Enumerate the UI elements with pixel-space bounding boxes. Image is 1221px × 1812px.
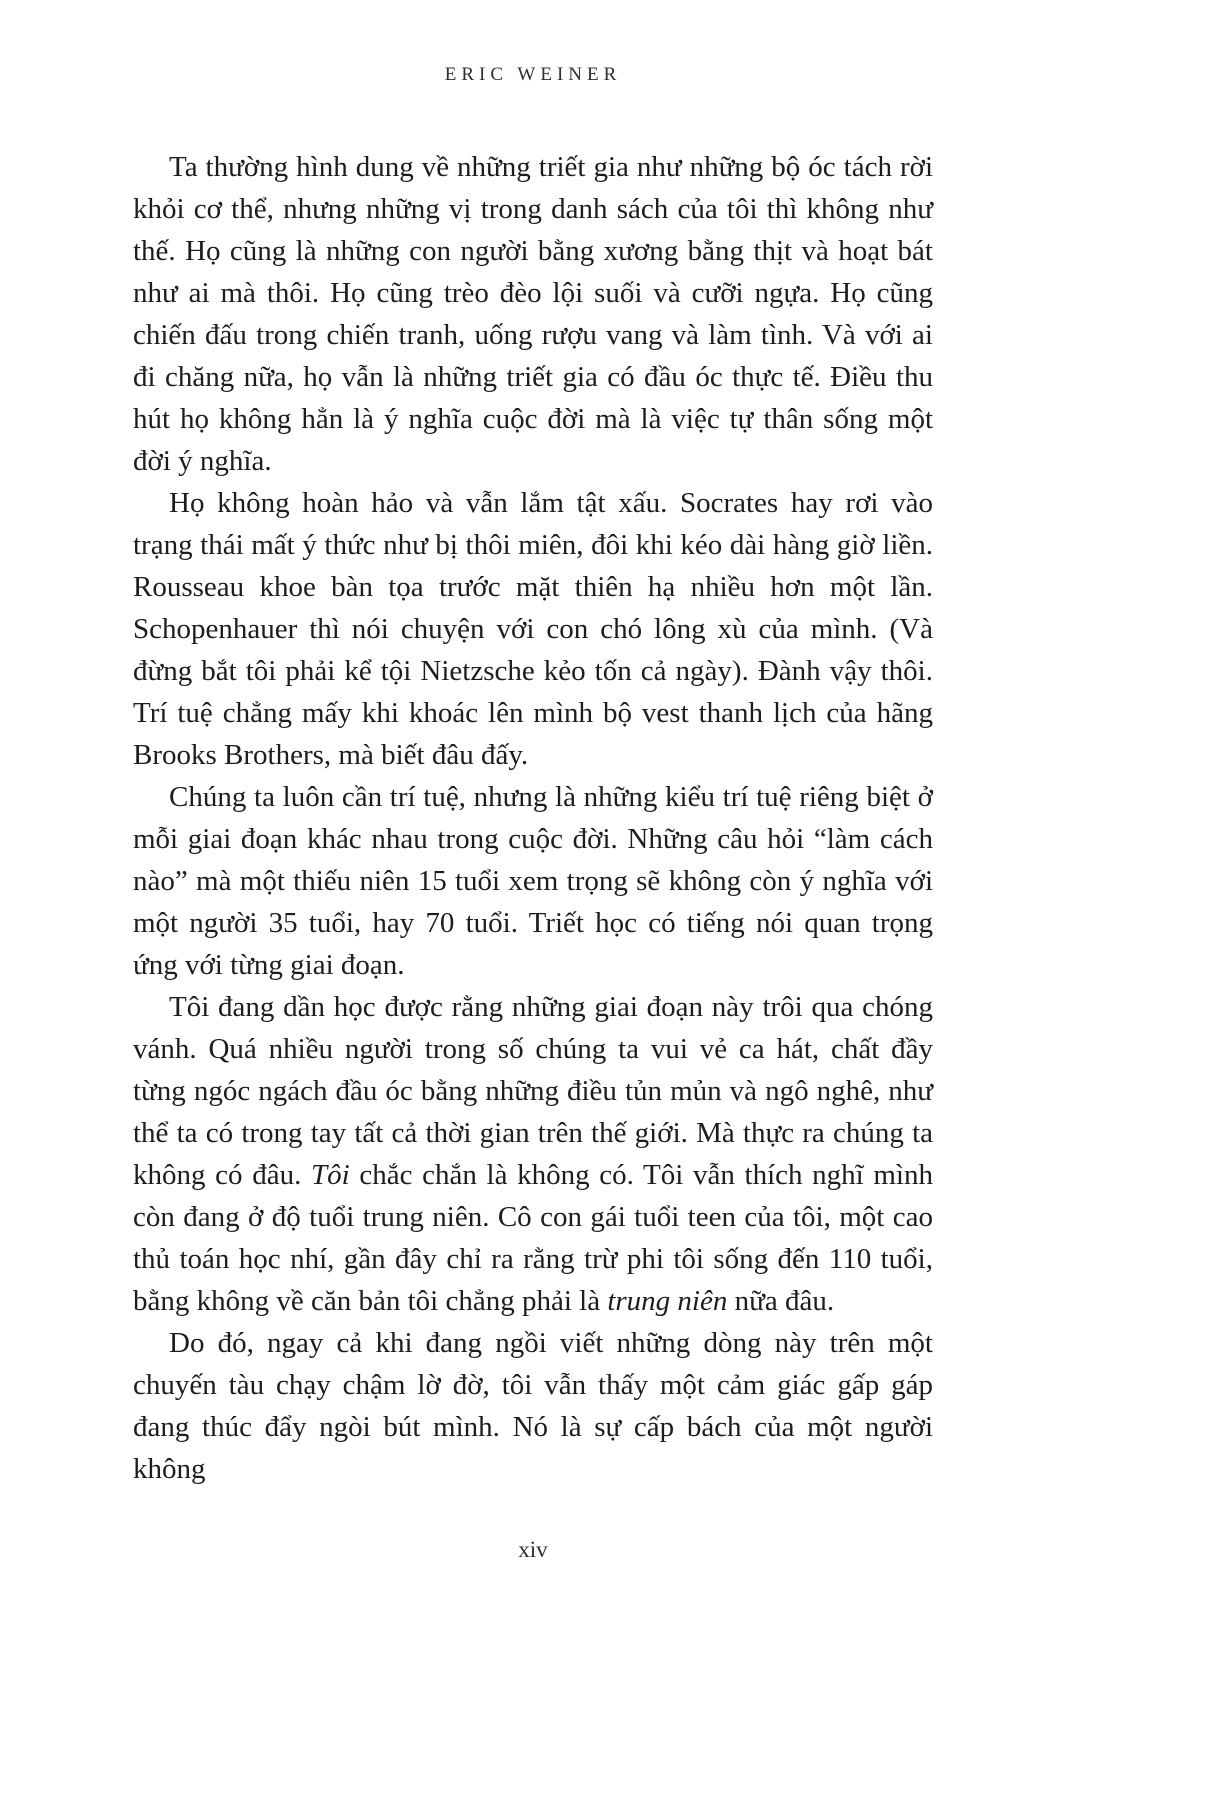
paragraph	[133, 1322, 933, 1490]
text-run: nữa đâu.	[727, 1285, 835, 1317]
text-run: Chúng ta luôn cần trí tuệ, nhưng là những kiểu trí tuệ riêng biệt ở mỗi giai đoạn khác nhau trong cuộc đời. Những câu hỏi “làm cách nào” mà một thiếu niên 15 tuổi xem trọng sẽ không còn ý nghĩa với một người 35 tuổi, hay 70 tuổi. Triết học có tiếng nói quan trọng ứng với từng giai đoạn.	[133, 781, 933, 981]
text-run: Tôi đang dần học được rằng những giai đoạn này trôi qua chóng vánh. Quá nhiều người trong số chúng ta vui vẻ ca hát, chất đầy từng ngóc ngách đầu óc bằng những điều tủn mủn và ngô nghê, như thể ta có trong tay tất cả thời gian trên thế giới. Mà thực ra chúng ta không có đâu.	[133, 991, 933, 1191]
page-number: xiv	[518, 1537, 548, 1562]
body-text	[133, 146, 933, 1490]
italic-text-run: Tôi	[310, 1159, 350, 1191]
italic-text-run: trung niên	[607, 1285, 728, 1317]
running-header: ERIC WEINER	[444, 64, 622, 85]
text-run: Họ không hoàn hảo và vẫn lắm tật xấu. Socrates hay rơi vào trạng thái mất ý thức như bị thôi miên, đôi khi kéo dài hàng giờ liền. Rousseau khoe bàn tọa trước mặt thiên hạ nhiều hơn một lần. Schopenhauer thì nói chuyện với con chó lông xù của mình. (Và đừng bắt tôi phải kể tội Nietzsche kẻo tốn cả ngày). Đành vậy thôi. Trí tuệ chẳng mấy khi khoác lên mình bộ vest thanh lịch của hãng Brooks Brothers, mà biết đâu đấy.	[133, 487, 933, 771]
paragraph	[133, 146, 933, 482]
paragraph	[133, 986, 933, 1322]
paragraph	[133, 776, 933, 986]
paragraph	[133, 482, 933, 776]
text-run: Do đó, ngay cả khi đang ngồi viết những dòng này trên một chuyến tàu chạy chậm lờ đờ, tôi vẫn thấy một cảm giác gấp gáp đang thúc đẩy ngòi bút mình. Nó là sự cấp bách của một người không	[133, 1327, 933, 1485]
text-run: Ta thường hình dung về những triết gia như những bộ óc tách rời khỏi cơ thể, nhưng những vị trong danh sách của tôi thì không như thế. Họ cũng là những con người bằng xương bằng thịt và hoạt bát như ai mà thôi. Họ cũng trèo đèo lội suối và cưỡi ngựa. Họ cũng chiến đấu trong chiến tranh, uống rượu vang và làm tình. Và với ai đi chăng nữa, họ vẫn là những triết gia có đầu óc thực tế. Điều thu hút họ không hẳn là ý nghĩa cuộc đời mà là việc tự thân sống một đời ý nghĩa.	[133, 151, 933, 477]
text-run: chắc chắn là không có. Tôi vẫn thích nghĩ mình còn đang ở độ tuổi trung niên. Cô con gái tuổi teen của tôi, một cao thủ toán học nhí, gần đây chỉ ra rằng trừ phi tôi sống đến 110 tuổi, bằng không về căn bản tôi chẳng phải là	[133, 1159, 933, 1317]
